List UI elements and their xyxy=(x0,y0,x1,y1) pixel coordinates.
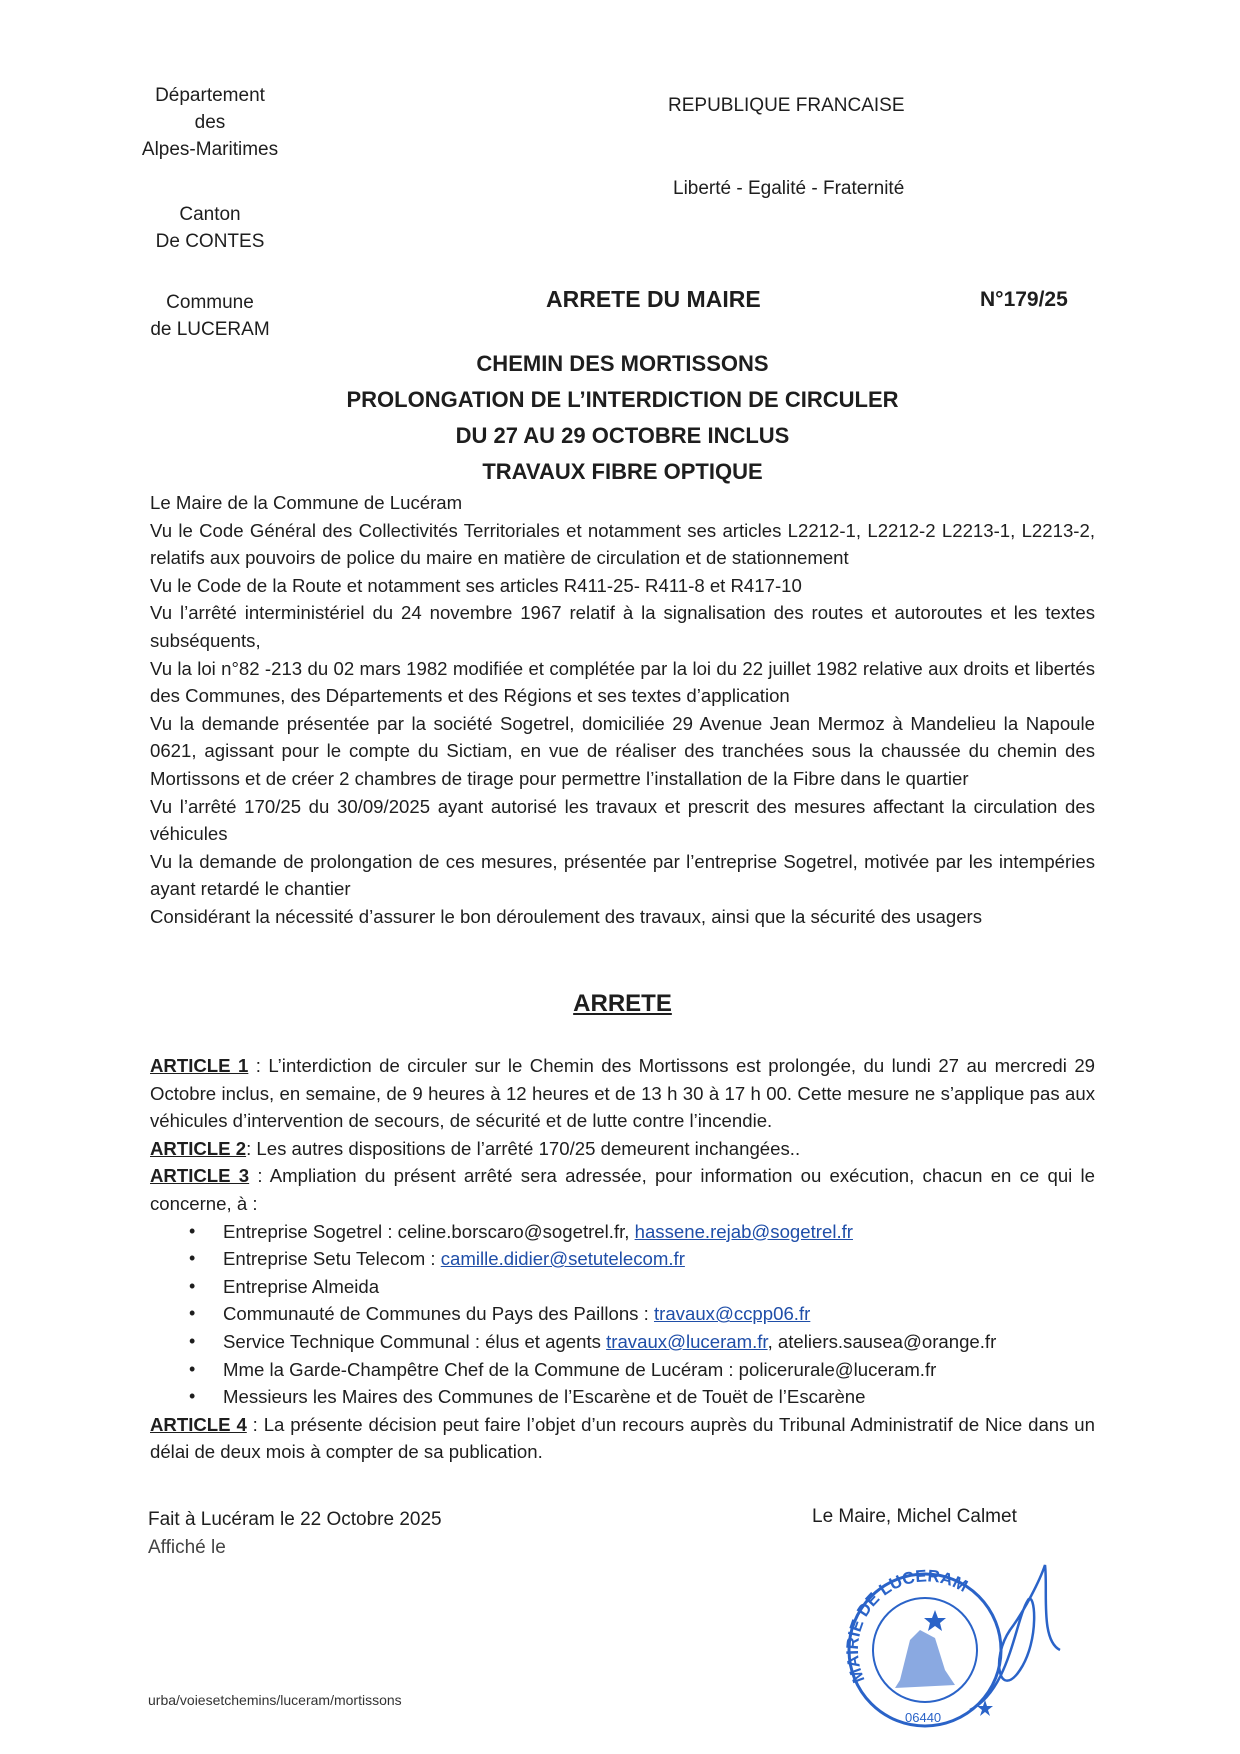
recipient-item xyxy=(223,1218,1095,1246)
recipient-item xyxy=(223,1273,1095,1301)
recipient-text: Messieurs les Maires des Communes de l’Escarène et de Touët de l’Escarène xyxy=(223,1386,866,1408)
articles xyxy=(150,1052,1095,1466)
canton-block xyxy=(150,201,270,255)
motto: Liberté - Egalité - Fraternité xyxy=(673,178,905,199)
department-line: Alpes-Maritimes xyxy=(141,139,279,160)
closing-left xyxy=(148,1506,442,1562)
recipient-text-after: , ateliers.sausea@orange.fr xyxy=(767,1330,997,1352)
done-at: Fait à Lucéram le 22 Octobre 2025 xyxy=(148,1509,442,1530)
email-link[interactable]: travaux@luceram.fr xyxy=(606,1330,768,1352)
canton-line: Canton xyxy=(179,204,241,225)
preamble-line: Vu l’arrêté 170/25 du 30/09/2025 ayant autorisé les travaux et prescrit des mesures affectant la circulation des véhicules xyxy=(150,795,1095,845)
svg-text:MAIRIE DE LUCERAM: MAIRIE DE LUCERAM xyxy=(842,1566,971,1686)
department-block xyxy=(140,82,280,163)
recipient-list xyxy=(150,1218,1095,1411)
republic-label: REPUBLIQUE FRANCAISE xyxy=(668,95,905,116)
document-type: ARRETE DU MAIRE xyxy=(546,286,761,312)
recipient-text: Service Technique Communal : élus et agents xyxy=(223,1330,607,1352)
preamble-line: Le Maire de la Commune de Lucéram xyxy=(150,492,463,513)
commune-line: Commune xyxy=(166,292,254,313)
recipient-text: Mme la Garde-Champêtre Chef de la Commune de Lucéram : policerurale@luceram.fr xyxy=(223,1358,937,1380)
recipient-text: Entreprise Setu Telecom : xyxy=(223,1248,441,1270)
preamble xyxy=(150,489,1095,931)
preamble-line: Vu la loi n°82 -213 du 02 mars 1982 modifiée et complétée par la loi du 22 juillet 1982 relative aux droits et libertés des Communes, des Départements et des Régions et ses textes d’application xyxy=(150,657,1095,707)
article-1 xyxy=(150,1052,1095,1135)
department-line: des xyxy=(194,112,226,133)
arrete-heading xyxy=(150,990,1095,1018)
recipient-text: Communauté de Communes du Pays des Paillons : xyxy=(223,1303,654,1325)
title-line: CHEMIN DES MORTISSONS xyxy=(476,351,769,376)
preamble-line: Considérant la nécessité d’assurer le bon déroulement des travaux, ainsi que la sécurité des usagers xyxy=(150,905,983,927)
document-number: N°179/25 xyxy=(980,288,1068,311)
recipient-item xyxy=(223,1356,1095,1384)
email-link[interactable]: travaux@ccpp06.fr xyxy=(653,1303,811,1325)
commune-block xyxy=(140,289,280,343)
recipient-text: Entreprise Sogetrel : celine.borscaro@sogetrel.fr, xyxy=(223,1220,635,1242)
recipient-text: Entreprise Almeida xyxy=(223,1275,380,1297)
article-4 xyxy=(150,1411,1095,1466)
recipient-item xyxy=(223,1300,1095,1328)
document-title xyxy=(150,346,1095,490)
footer-path: urba/voiesetchemins/luceram/mortissons xyxy=(148,1692,402,1708)
title-line: DU 27 AU 29 OCTOBRE INCLUS xyxy=(455,423,790,448)
email-link[interactable]: hassene.rejab@sogetrel.fr xyxy=(634,1220,853,1242)
department-line: Département xyxy=(155,85,265,106)
article-3-label: ARTICLE 3 xyxy=(150,1165,250,1187)
article-4-text: : La présente décision peut faire l’objet d’un recours auprès du Tribunal Administratif de Nice dans un délai de deux mois à compter de sa publication. xyxy=(150,1413,1095,1463)
preamble-line: Vu le Code Général des Collectivités Territoriales et notamment ses articles L2212-1, L2212-2 L2213-1, L2213-2, relatifs aux pouvoirs de police du maire en matière de circulation et de stationnement xyxy=(150,519,1095,569)
canton-line: De CONTES xyxy=(155,231,265,252)
signatory: Le Maire, Michel Calmet xyxy=(812,1506,1017,1527)
recipient-item xyxy=(223,1383,1095,1411)
preamble-line: Vu la demande de prolongation de ces mesures, présentée par l’entreprise Sogetrel, motivée par les intempéries ayant retardé le chantier xyxy=(150,850,1095,900)
article-2 xyxy=(150,1135,1095,1163)
recipient-item xyxy=(223,1245,1095,1273)
title-line: TRAVAUX FIBRE OPTIQUE xyxy=(482,459,763,484)
arrete-heading-text: ARRETE xyxy=(573,990,672,1017)
signature-icon xyxy=(970,1565,1060,1710)
commune-line: de LUCERAM xyxy=(150,319,270,340)
article-1-text: : L’interdiction de circuler sur le Chemin des Mortissons est prolongée, du lundi 27 au mercredi 29 Octobre inclus, en semaine, de 9 heures à 12 heures et de 13 h 30 à 17 h 00. Cette mesure ne s’applique pas aux véhicules d’intervention de secours, de sécurité et de lutte contre l’incendie. xyxy=(150,1055,1095,1132)
preamble-line: Vu l’arrêté interministériel du 24 novembre 1967 relatif à la signalisation des routes et autoroutes et les textes subséquents, xyxy=(150,602,1095,651)
article-1-label: ARTICLE 1 xyxy=(150,1055,249,1076)
email-link[interactable]: camille.didier@setutelecom.fr xyxy=(440,1248,685,1270)
preamble-line: Vu la demande présentée par la société Sogetrel, domiciliée 29 Avenue Jean Mermoz à Mandelieu la Napoule 0621, agissant pour le compte du Sictiam, en vue de réaliser des tranchées sous la chaussée du chemin des Mortissons et de créer 2 chambres de tirage pour permettre l’installation de la Fibre dans le quartier xyxy=(150,712,1095,789)
article-3-text: : Ampliation du présent arrêté sera adressée, pour information ou exécution, chacun en ce qui le concerne, à : xyxy=(150,1165,1095,1214)
article-2-text: : Les autres dispositions de l’arrêté 170/25 demeurent inchangées.. xyxy=(246,1137,801,1159)
title-line: PROLONGATION DE L’INTERDICTION DE CIRCULER xyxy=(346,387,899,412)
preamble-line: Vu le Code de la Route et notamment ses articles R411-25- R411-8 et R417-10 xyxy=(150,574,802,596)
mayor-stamp-icon xyxy=(840,1560,1080,1730)
article-3 xyxy=(150,1162,1095,1217)
posted-on: Affiché le xyxy=(148,1537,226,1558)
article-4-label: ARTICLE 4 xyxy=(150,1413,247,1435)
recipient-item xyxy=(223,1328,1095,1356)
article-2-label: ARTICLE 2 xyxy=(150,1137,247,1159)
svg-text:06440: 06440 xyxy=(905,1710,942,1725)
